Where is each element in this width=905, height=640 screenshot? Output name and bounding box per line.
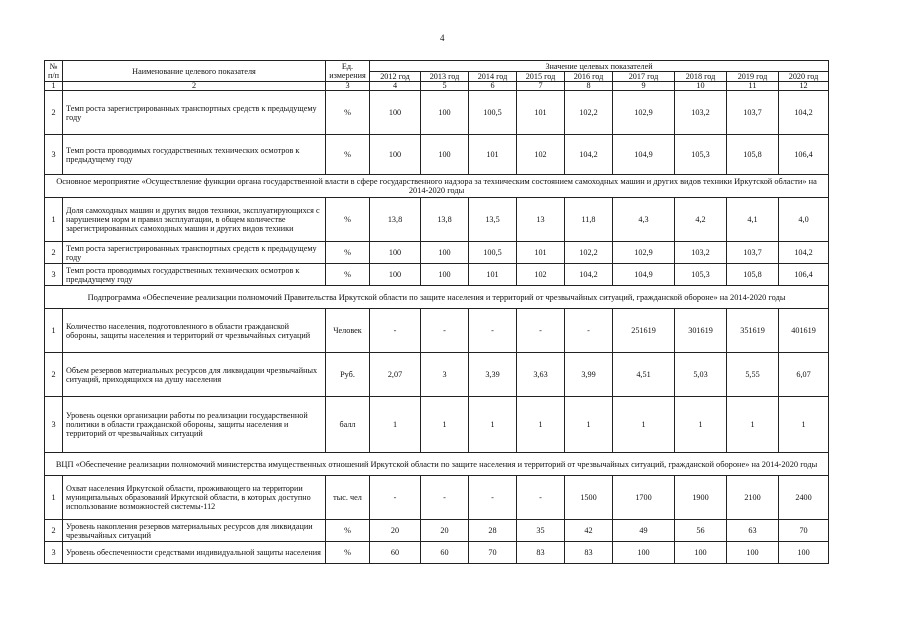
column-number: 5 <box>421 82 469 91</box>
value-cell: 1900 <box>675 476 727 520</box>
section-row <box>45 453 829 476</box>
table-body <box>45 61 829 564</box>
row-number: 2 <box>45 242 63 264</box>
unit-cell: % <box>326 542 370 564</box>
value-cell: 56 <box>675 520 727 542</box>
value-cell: 100 <box>779 542 829 564</box>
value-cell: - <box>469 309 517 353</box>
indicator-name: Уровень обеспеченности средствами индивидуальной защиты населения <box>63 542 326 564</box>
value-cell: 1 <box>565 397 613 453</box>
value-cell: 3,63 <box>517 353 565 397</box>
unit-cell: балл <box>326 397 370 453</box>
value-cell: 13,8 <box>421 198 469 242</box>
header-year: 2019 год <box>727 72 779 82</box>
value-cell: - <box>517 309 565 353</box>
header-year: 2013 год <box>421 72 469 82</box>
value-cell: 20 <box>421 520 469 542</box>
row-number: 1 <box>45 476 63 520</box>
value-cell: 11,8 <box>565 198 613 242</box>
header-numbering-row <box>45 82 829 91</box>
value-cell: 101 <box>469 264 517 286</box>
indicator-name: Охват населения Иркутской области, проживающего на территории муниципальных образований Иркутской области, в которых доступно использование возможностей системы-112 <box>63 476 326 520</box>
value-cell: 1 <box>613 397 675 453</box>
section-title: ВЦП «Обеспечение реализации полномочий министерства имущественных отношений Иркутской области по защите населения и территорий от чрезвычайных ситуаций, гражданской обороне» на 2014-2020 годы <box>45 453 829 476</box>
value-cell: 105,8 <box>727 135 779 175</box>
unit-cell: % <box>326 91 370 135</box>
value-cell: 4,1 <box>727 198 779 242</box>
value-cell: 28 <box>469 520 517 542</box>
value-cell: 100 <box>370 264 421 286</box>
header-values: Значение целевых показателей <box>370 61 829 72</box>
value-cell: 101 <box>517 242 565 264</box>
unit-cell: % <box>326 264 370 286</box>
table-row <box>45 198 829 242</box>
header-year: 2014 год <box>469 72 517 82</box>
value-cell: - <box>421 476 469 520</box>
value-cell: 1 <box>727 397 779 453</box>
row-number: 1 <box>45 198 63 242</box>
value-cell: 100,5 <box>469 91 517 135</box>
value-cell: 100 <box>421 91 469 135</box>
column-number: 2 <box>63 82 326 91</box>
column-number: 1 <box>45 82 63 91</box>
row-number: 3 <box>45 135 63 175</box>
unit-cell: % <box>326 198 370 242</box>
value-cell: 42 <box>565 520 613 542</box>
column-number: 3 <box>326 82 370 91</box>
value-cell: 83 <box>565 542 613 564</box>
value-cell: 49 <box>613 520 675 542</box>
value-cell: 4,2 <box>675 198 727 242</box>
value-cell: 4,0 <box>779 198 829 242</box>
table-row <box>45 242 829 264</box>
value-cell: 5,03 <box>675 353 727 397</box>
value-cell: 100,5 <box>469 242 517 264</box>
value-cell: 104,9 <box>613 135 675 175</box>
value-cell: 106,4 <box>779 264 829 286</box>
value-cell: 1 <box>779 397 829 453</box>
value-cell: 102 <box>517 135 565 175</box>
value-cell: 2100 <box>727 476 779 520</box>
value-cell: 3 <box>421 353 469 397</box>
value-cell: 13,5 <box>469 198 517 242</box>
value-cell: 4,51 <box>613 353 675 397</box>
value-cell: 351619 <box>727 309 779 353</box>
value-cell: 100 <box>727 542 779 564</box>
header-year: 2015 год <box>517 72 565 82</box>
column-number: 8 <box>565 82 613 91</box>
value-cell: 301619 <box>675 309 727 353</box>
value-cell: - <box>421 309 469 353</box>
indicator-name: Темп роста зарегистрированных транспортных средств к предыдущему году <box>63 91 326 135</box>
value-cell: 104,2 <box>565 135 613 175</box>
value-cell: 13,8 <box>370 198 421 242</box>
value-cell: 102 <box>517 264 565 286</box>
value-cell: - <box>370 309 421 353</box>
value-cell: 100 <box>421 135 469 175</box>
value-cell: 100 <box>675 542 727 564</box>
target-indicators-table <box>44 60 829 564</box>
unit-cell: % <box>326 135 370 175</box>
value-cell: 5,55 <box>727 353 779 397</box>
value-cell: 1 <box>469 397 517 453</box>
value-cell: 102,9 <box>613 242 675 264</box>
unit-cell: % <box>326 520 370 542</box>
indicator-name: Доля самоходных машин и других видов техники, эксплуатирующихся с нарушением норм и правил эксплуатации, в общем количестве зарегистрированных самоходных машин и других видов техники <box>63 198 326 242</box>
section-title: Основное мероприятие «Осуществление функции органа государственной власти в сфере государственного надзора за техническим состоянием самоходных машин и других видов техники Иркутской области» на 2014-2020 годы <box>45 175 829 198</box>
value-cell: 60 <box>421 542 469 564</box>
value-cell: 105,8 <box>727 264 779 286</box>
value-cell: 20 <box>370 520 421 542</box>
value-cell: 3,99 <box>565 353 613 397</box>
value-cell: 104,9 <box>613 264 675 286</box>
row-number: 2 <box>45 520 63 542</box>
value-cell: 70 <box>779 520 829 542</box>
value-cell: 1500 <box>565 476 613 520</box>
value-cell: 2,07 <box>370 353 421 397</box>
column-number: 11 <box>727 82 779 91</box>
unit-cell: % <box>326 242 370 264</box>
table-row <box>45 353 829 397</box>
indicator-name: Уровень оценки организации работы по реализации государственной политики в области гражданской обороны, защиты населения и территорий от чрезвычайных ситуаций <box>63 397 326 453</box>
table-row <box>45 309 829 353</box>
value-cell: 102,2 <box>565 242 613 264</box>
value-cell: 70 <box>469 542 517 564</box>
header-no: № п/п <box>45 61 63 82</box>
value-cell: 104,2 <box>565 264 613 286</box>
section-row <box>45 286 829 309</box>
value-cell: 1 <box>370 397 421 453</box>
header-year: 2016 год <box>565 72 613 82</box>
value-cell: 401619 <box>779 309 829 353</box>
value-cell: 105,3 <box>675 135 727 175</box>
table-row <box>45 135 829 175</box>
row-number: 2 <box>45 91 63 135</box>
value-cell: 103,7 <box>727 91 779 135</box>
column-number: 9 <box>613 82 675 91</box>
value-cell: - <box>565 309 613 353</box>
unit-cell: тыс. чел <box>326 476 370 520</box>
value-cell: 100 <box>421 242 469 264</box>
unit-cell: Человек <box>326 309 370 353</box>
value-cell: - <box>517 476 565 520</box>
table-row <box>45 476 829 520</box>
unit-cell: Руб. <box>326 353 370 397</box>
value-cell: 60 <box>370 542 421 564</box>
indicator-name: Количество населения, подготовленного в области гражданской обороны, защиты населения и территорий от чрезвычайных ситуаций <box>63 309 326 353</box>
table-row <box>45 91 829 135</box>
value-cell: - <box>469 476 517 520</box>
value-cell: 102,2 <box>565 91 613 135</box>
value-cell: 2400 <box>779 476 829 520</box>
column-number: 6 <box>469 82 517 91</box>
indicator-name: Темп роста проводимых государственных технических осмотров к предыдущему году <box>63 135 326 175</box>
header-year: 2012 год <box>370 72 421 82</box>
value-cell: 100 <box>370 242 421 264</box>
value-cell: 100 <box>613 542 675 564</box>
header-row-1 <box>45 61 829 72</box>
value-cell: 1 <box>517 397 565 453</box>
header-indicator-name: Наименование целевого показателя <box>63 61 326 82</box>
value-cell: 103,7 <box>727 242 779 264</box>
row-number: 3 <box>45 542 63 564</box>
table-row <box>45 520 829 542</box>
indicator-name: Объем резервов материальных ресурсов для ликвидации чрезвычайных ситуаций, приходящихся на душу населения <box>63 353 326 397</box>
column-number: 4 <box>370 82 421 91</box>
value-cell: 104,2 <box>779 242 829 264</box>
indicator-name: Темп роста проводимых государственных технических осмотров к предыдущему году <box>63 264 326 286</box>
value-cell: 105,3 <box>675 264 727 286</box>
value-cell: 1700 <box>613 476 675 520</box>
value-cell: 103,2 <box>675 242 727 264</box>
column-number: 10 <box>675 82 727 91</box>
column-number: 12 <box>779 82 829 91</box>
value-cell: 101 <box>517 91 565 135</box>
section-row <box>45 175 829 198</box>
value-cell: 100 <box>370 91 421 135</box>
section-title: Подпрограмма «Обеспечение реализации полномочий Правительства Иркутской области по защите населения и территорий от чрезвычайных ситуаций, гражданской обороне» на 2014-2020 годы <box>45 286 829 309</box>
value-cell: 251619 <box>613 309 675 353</box>
table-row <box>45 264 829 286</box>
header-year: 2018 год <box>675 72 727 82</box>
value-cell: 103,2 <box>675 91 727 135</box>
value-cell: 13 <box>517 198 565 242</box>
value-cell: 1 <box>675 397 727 453</box>
header-year: 2020 год <box>779 72 829 82</box>
indicator-name: Уровень накопления резервов материальных ресурсов для ликвидации чрезвычайных ситуаций <box>63 520 326 542</box>
table-row <box>45 397 829 453</box>
page-number: 4 <box>440 33 445 43</box>
value-cell: 63 <box>727 520 779 542</box>
header-year: 2017 год <box>613 72 675 82</box>
value-cell: 6,07 <box>779 353 829 397</box>
value-cell: 83 <box>517 542 565 564</box>
value-cell: 3,39 <box>469 353 517 397</box>
value-cell: 101 <box>469 135 517 175</box>
value-cell: 100 <box>370 135 421 175</box>
value-cell: 1 <box>421 397 469 453</box>
table-row <box>45 542 829 564</box>
value-cell: 35 <box>517 520 565 542</box>
value-cell: 102,9 <box>613 91 675 135</box>
row-number: 3 <box>45 264 63 286</box>
value-cell: 104,2 <box>779 91 829 135</box>
value-cell: 4,3 <box>613 198 675 242</box>
row-number: 1 <box>45 309 63 353</box>
value-cell: - <box>370 476 421 520</box>
header-unit: Ед. измерения <box>326 61 370 82</box>
row-number: 3 <box>45 397 63 453</box>
indicator-name: Темп роста зарегистрированных транспортных средств к предыдущему году <box>63 242 326 264</box>
column-number: 7 <box>517 82 565 91</box>
value-cell: 100 <box>421 264 469 286</box>
value-cell: 106,4 <box>779 135 829 175</box>
row-number: 2 <box>45 353 63 397</box>
